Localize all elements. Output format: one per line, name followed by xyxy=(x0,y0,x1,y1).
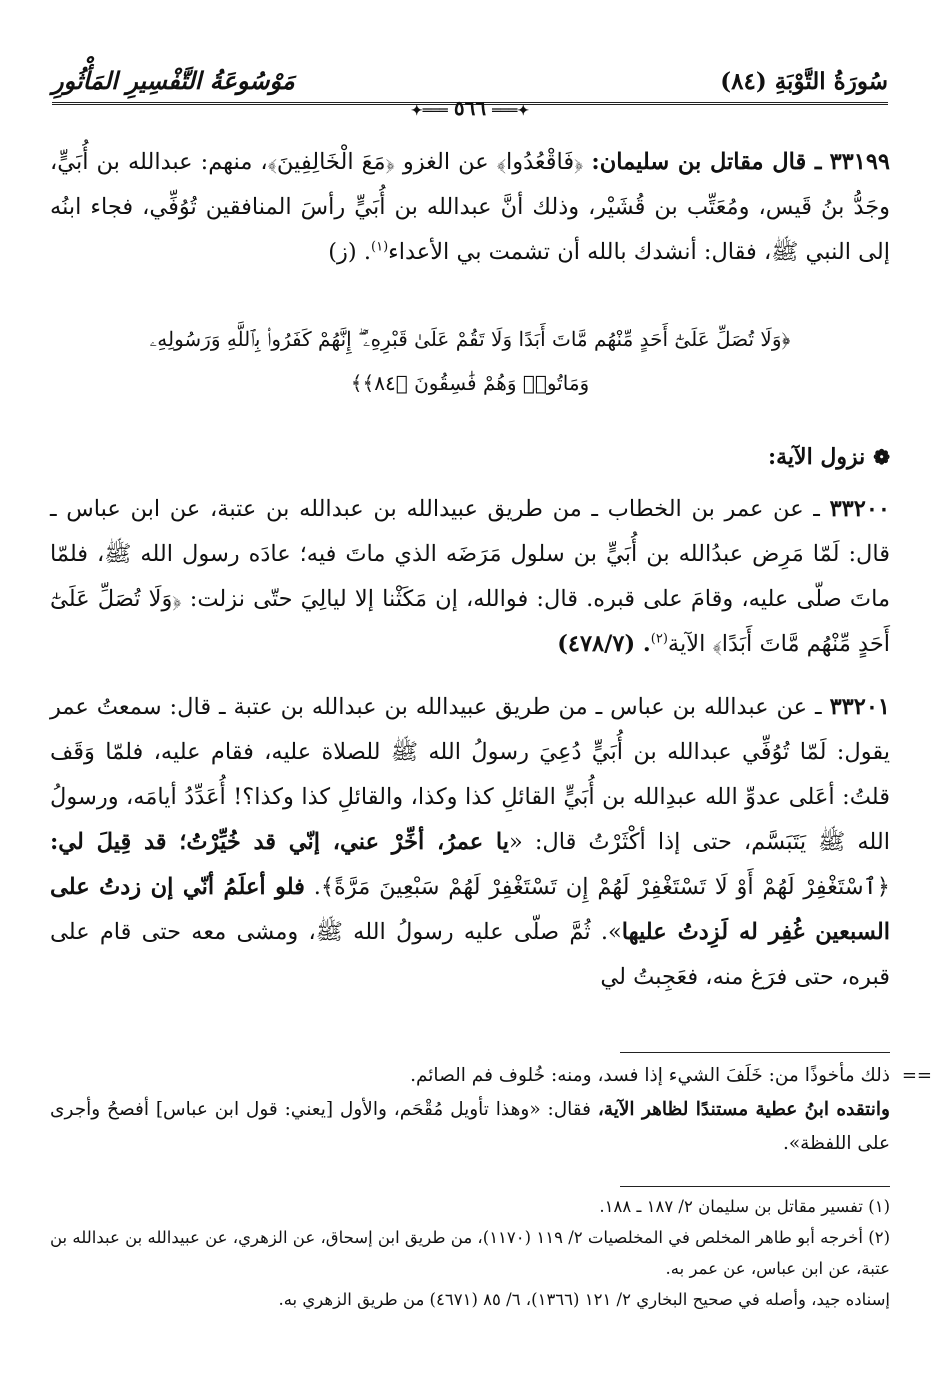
footnote-ref[interactable]: (١) xyxy=(371,239,389,255)
footnote-2: (٢) أخرجه أبو طاهر المخلص في المخلصيات ٢/ ١١٩ (١١٧٠)، من طريق ابن إسحاق، عن الزهري، عن عبيدالله بن عبدالله بن عتبة، عن ابن عباس، عن عمر به. xyxy=(50,1228,891,1278)
footnote-1: (١) تفسير مقاتل بن سليمان ٢/ ١٨٧ ـ ١٨٨. xyxy=(599,1197,890,1216)
continued-line-1: ذلك مأخوذًا من: خَلَفَ الشيء إذا فسد، ومنه: خُلوف فم الصائم. xyxy=(410,1065,890,1086)
entry-bold-1: يا عمرُ، أخِّرْ عني، إنّي قد خُيِّرْتُ؛ قد قِيلَ لي: xyxy=(50,829,510,855)
continued-line-2 xyxy=(50,1093,890,1161)
continued-footnote xyxy=(50,1052,932,1161)
entry-33201 xyxy=(50,685,890,1000)
entry-33199: ٣٣١٩٩ ـ قال مقاتل بن سليمان: ﴿فَاقْعُدُوا﴾ عن الغزو ﴿مَعَ الْخَالِفِينَ﴾، منهم: عبدالله بن أُبَيٍّ، وجَدُّ بنُ قَيس، ومُعَتِّب بن قُشَيْر، وذلك أنَّ عبدالله بن أُبَيٍّ رأسَ المنافقين تُوُفِّي، فجاء ابنُه إلى النبي ﷺ، فقال: أنشدك بالله أن تشمت بي الأعداء$^{(١)}$. (ز) xyxy=(50,149,890,265)
entry-lead: قال مقاتل بن سليمان: xyxy=(591,149,807,175)
entry-text-2: ». ثُمَّ صلّى عليه رسولُ الله ﷺ، ومشى معه حتى قام على قبره، حتى فرَغ منه، فعَجِبتُ لي xyxy=(50,919,890,990)
footnote-rule xyxy=(620,1186,890,1187)
verse-line-2: وَمَاتُوا۟ وَهُمْ فَٰسِقُونَ ﴿٨٤﴾﴾ xyxy=(350,371,590,395)
entry-text: ﴿فَاقْعُدُوا﴾ عن الغزو ﴿مَعَ الْخَالِفِينَ﴾، منهم: عبدالله بن أُبَيٍّ، وجَدُّ بنُ قَيس، ومُعَتِّب بن قُشَيْر، وذلك أنَّ عبدالله بن أُبَيٍّ رأسَ المنافقين تُوُفِّي، فجاء ابنُه إلى النبي ﷺ، فقال: أنشدك بالله أن تشمت بي الأعداء xyxy=(50,149,890,265)
surah-title: سُورَةُ التَّوْبَةِ (٨٤) xyxy=(720,68,888,95)
entry-verse-quote: ﴿ٱسْتَغْفِرْ لَهُمْ أَوْ لَا تَسْتَغْفِرْ لَهُمْ إِن تَسْتَغْفِرْ لَهُمْ سَبْعِينَ مَرَّةً﴾. xyxy=(304,874,890,900)
page-number xyxy=(405,96,535,120)
entry-text: ـ عن عمر بن الخطاب ـ من طريق عبيدالله بن عبدالله بن عتبة، عن ابن عباس ـ قال: لَمّا مَرِض عبدُالله بن أُبَيٍّ بن سلول مَرَضَه الذي ماتَ فيه؛ عادَه رسول الله ﷺ، فلمّا ماتَ صلّى عليه، وقامَ على قبره. قال: فوالله، إن مَكَثْنا إلا ليالِيَ حتّى نزلت: ﴿وَلَا تُصَلِّ عَلَىٰٓ أَحَدٍ مِّنْهُم مَّاتَ أَبَدًا﴾ الآية xyxy=(50,496,890,657)
section-title: نزول الآية: xyxy=(768,444,866,470)
entry-bold-2: فلو أعلَمُ أنّي إن زدتُ على السبعين غُفِر له لَزِدتُ عليها xyxy=(50,874,890,945)
entry-33200 xyxy=(50,487,890,667)
continued-footnote-text xyxy=(50,1059,932,1161)
page-number-row xyxy=(0,96,940,120)
page-number-value: ٥٦٦ xyxy=(453,96,487,120)
entry-tail: . (ز) xyxy=(328,239,372,265)
footnote-2-grading: إسناده جيد، وأصله في صحيح البخاري ٢/ ١٢١ (١٣٦٦)، ٦/ ٨٥ (٤٦٧١) من طريق الزهري به. xyxy=(278,1290,890,1309)
footnotes xyxy=(50,1186,890,1315)
entry-number: ٣٣٢٠١ xyxy=(829,694,891,720)
entry-tail: . (٤٧٨/٧) xyxy=(557,631,651,657)
continued-bold-lead: وانتقده ابنُ عطية مستندًا لظاهر الآية، xyxy=(597,1099,890,1120)
entry-text-1: ـ عن عبدالله بن عباس ـ من طريق عبيدالله بن عبدالله بن عتبة ـ قال: سمعتُ عمر يقول: لَمّا تُوُفِّي عبدالله بن أُبَيٍّ دُعِيَ رسولُ الله ﷺ للصلاة عليه، فقام عليه، فلمّا وَقَف قلتُ: أعَلى عدوِّ الله عبدِالله بن أُبَيٍّ القائلِ كذا وكذا، والقائلِ كذا وكذا؟! أُعَدِّدُ أيامَه، ورسولُ الله ﷺ يَتَبَسَّم، حتى إذا أكْثَرْتُ قال: « xyxy=(50,694,890,855)
flower-ornament-icon: ❁ xyxy=(873,445,890,469)
main-text xyxy=(50,140,890,1018)
continued-line-2-text: فقال: «وهذا تأويل مُقْحَم، والأول [يعني: قول ابن عباس] أفصحُ وأجرى على اللفظة». xyxy=(50,1099,890,1154)
quran-verse xyxy=(120,317,820,405)
ornament-icon: ✦═══ xyxy=(492,103,530,119)
section-heading xyxy=(50,435,890,479)
book-title: مَوْسُوعَةُ التَّفْسِيرِ المَأْثُورِ xyxy=(52,66,295,95)
entry-number: ٣٣١٩٩ xyxy=(829,149,890,175)
footnote-rule xyxy=(620,1052,890,1053)
footnote-ref[interactable]: (٢) xyxy=(650,631,668,647)
ornament-icon: ═══✦ xyxy=(410,103,448,119)
verse-line-1: ﴿وَلَا تُصَلِّ عَلَىٰٓ أَحَدٍ مِّنْهُم مَّاتَ أَبَدًا وَلَا تَقُمْ عَلَىٰ قَبْرِهِۦٓ ۖ إِنَّهُمْ كَفَرُوا۟ بِٱللَّهِ وَرَسُولِهِۦ xyxy=(149,327,791,351)
continuation-marker: == xyxy=(901,1065,932,1086)
entry-number: ٣٣٢٠٠ xyxy=(829,496,890,522)
